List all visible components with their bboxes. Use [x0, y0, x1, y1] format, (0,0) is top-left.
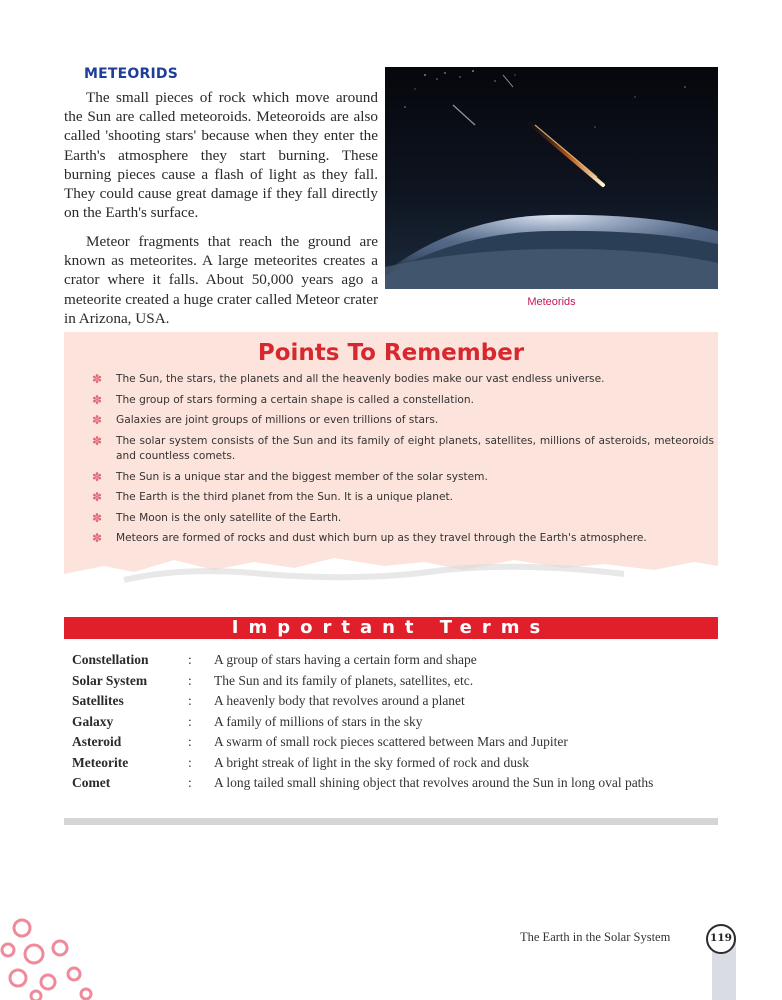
term-name: Solar System: [72, 672, 148, 688]
meteorids-heading: METEORIDS: [84, 66, 179, 82]
flower-bullet-icon: ✽: [92, 392, 103, 407]
important-terms-title: Important Terms: [231, 617, 551, 638]
term-definition: A bright streak of light in the sky formed of rock and dusk: [214, 754, 529, 770]
term-definition: The Sun and its family of planets, satellites, etc.: [214, 672, 474, 688]
term-colon: :: [188, 754, 192, 770]
flower-bullet-icon: ✽: [92, 433, 103, 448]
term-row: [72, 650, 712, 671]
bubbles-decoration: [0, 908, 100, 1000]
divider-bar: [64, 818, 718, 825]
list-item: ✽ Galaxies are joint groups of millions or even trillions of stars.: [92, 413, 439, 427]
term-row: [72, 732, 712, 753]
term-name: Satellites: [72, 693, 124, 708]
term-colon: :: [188, 652, 192, 667]
points-to-remember-box: [64, 332, 718, 592]
term-colon: :: [188, 775, 192, 790]
list-item: ✽ The solar system consists of the Sun and its family of eight planets, satellites, millions of asteroids, meteoroids and countless comets.: [92, 433, 714, 462]
chapter-title: The Earth in the Solar System: [520, 930, 671, 944]
term-name: Constellation: [72, 652, 149, 667]
term-definition: A swarm of small rock pieces scattered between Mars and Jupiter: [214, 734, 568, 749]
term-row: [72, 773, 712, 794]
points-to-remember-title: Points To Remember: [257, 340, 525, 366]
term-name: Galaxy: [72, 713, 114, 729]
term-name: Meteorite: [72, 754, 129, 770]
term-definition: A group of stars having a certain form and shape: [214, 652, 477, 667]
flower-bullet-icon: ✽: [92, 510, 103, 525]
list-item: ✽ The Sun, the stars, the planets and all the heavenly bodies make our vast endless universe.: [92, 372, 605, 386]
term-colon: :: [188, 734, 192, 749]
flower-bullet-icon: ✽: [92, 469, 103, 484]
meteorids-paragraph-1: The small pieces of rock which move around the Sun are called meteoroids. Meteoroids are also called 'shooting stars' because when they enter the Earth's atmosphere they start burning. These burning pieces cause a flash of light as they fall. They could cause great damage if they fall directly on the Earth's surface.: [64, 89, 378, 222]
meteor-photo-caption: Meteorids: [527, 296, 576, 308]
terms-list: [72, 650, 712, 794]
meteorids-paragraph-2: Meteor fragments that reach the ground are known as meteorites. A large meteorites creates a crator where it falls. About 50,000 years ago a meteorite created a huge crater called Meteor crater in Arizona, USA.: [64, 233, 378, 327]
term-definition: A family of millions of stars in the sky: [214, 713, 423, 729]
term-name: Comet: [72, 775, 111, 790]
term-row: [72, 753, 712, 774]
important-terms-bar: [64, 617, 718, 639]
term-row: [72, 712, 712, 733]
list-item: ✽ Meteors are formed of rocks and dust which burn up as they travel through the Earth's atmosphere.: [92, 531, 647, 545]
term-row: [72, 691, 712, 712]
points-list: [92, 372, 714, 552]
term-definition: A heavenly body that revolves around a planet: [214, 693, 465, 708]
torn-paper-edge: [64, 552, 718, 592]
meteor-photo: [385, 67, 718, 289]
flower-bullet-icon: ✽: [92, 372, 103, 386]
page-number: 119: [706, 924, 736, 954]
term-colon: :: [188, 693, 192, 708]
term-colon: :: [188, 672, 192, 688]
list-item: ✽ The Sun is a unique star and the biggest member of the solar system.: [92, 469, 488, 484]
list-item: ✽ The Moon is the only satellite of the Earth.: [92, 510, 342, 525]
list-item: ✽ The Earth is the third planet from the Sun. It is a unique planet.: [92, 490, 454, 504]
term-name: Asteroid: [72, 734, 122, 749]
flower-bullet-icon: ✽: [92, 490, 103, 504]
term-definition: A long tailed small shining object that revolves around the Sun in long oval paths: [214, 775, 654, 790]
term-colon: :: [188, 713, 192, 729]
flower-bullet-icon: ✽: [92, 413, 103, 427]
list-item: ✽ The group of stars forming a certain shape is called a constellation.: [92, 392, 474, 407]
term-row: [72, 671, 712, 692]
flower-bullet-icon: ✽: [92, 531, 103, 545]
